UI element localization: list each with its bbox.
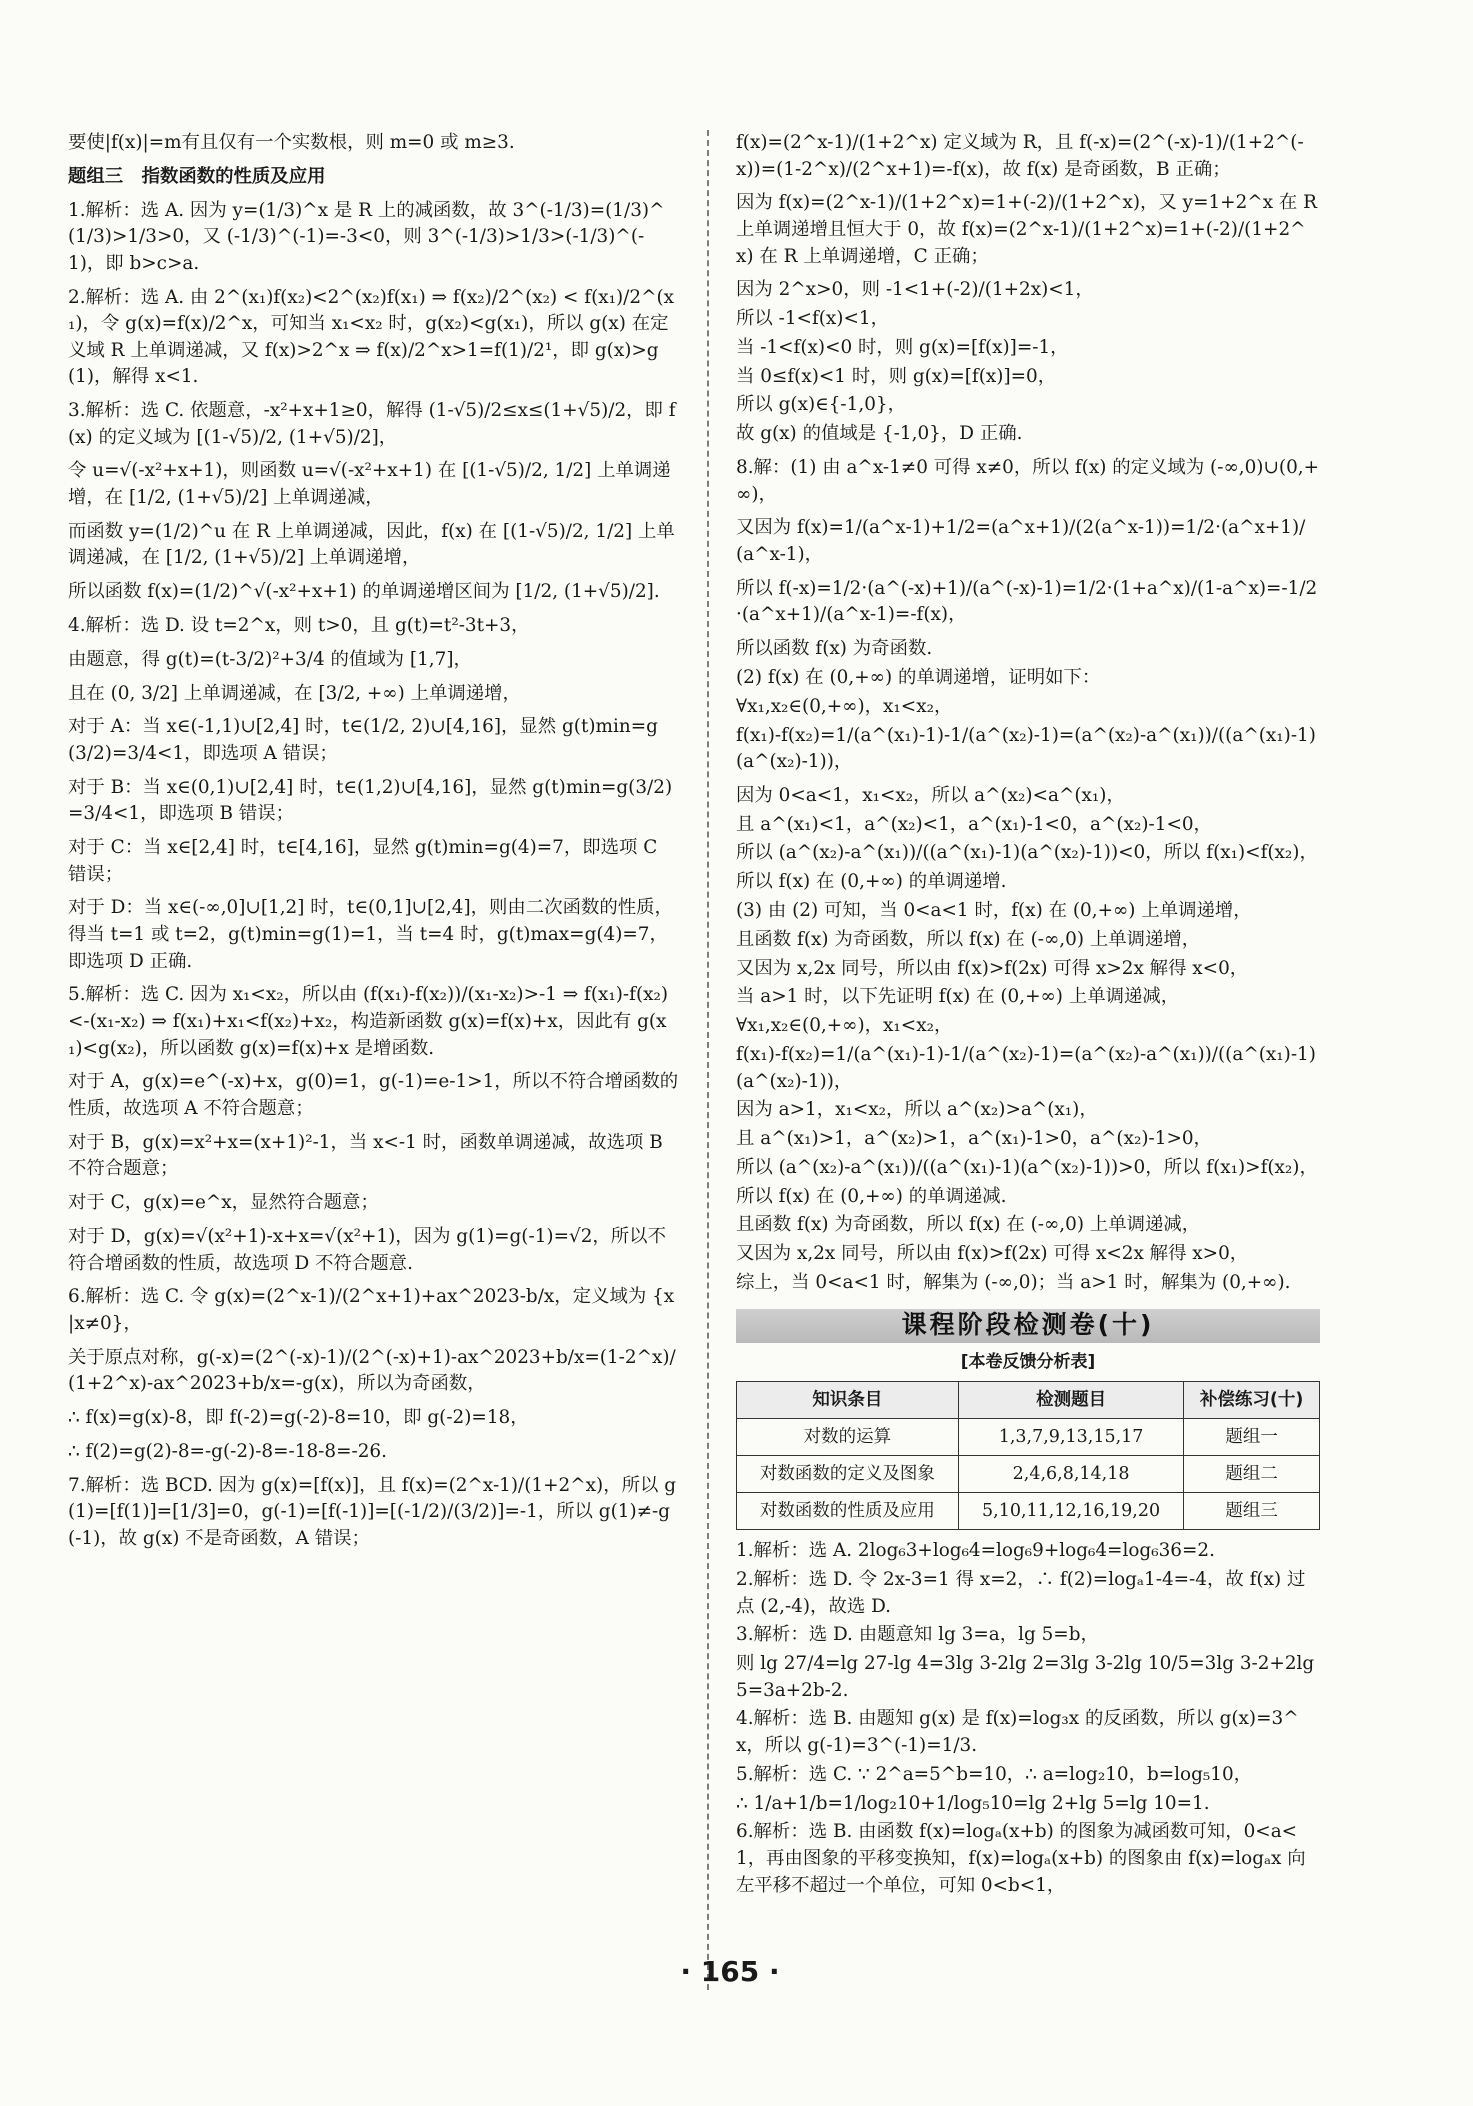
text-line: 由题意，得 g(t)=(t-3/2)²+3/4 的值域为 [1,7]， [68, 648, 472, 670]
column-header: 知识条目 [737, 1382, 959, 1419]
right-column [736, 130, 1320, 1901]
table-row [737, 1419, 1320, 1456]
table-title: [本卷反馈分析表] [960, 1351, 1096, 1372]
text-line: 对于 B：当 x∈(0,1)∪[2,4] 时，t∈(1,2)∪[4,16]，显然 g(t)min=g(3/2)=3/4<1，即选项 B 错误； [68, 776, 673, 825]
text-line: 要使|f(x)|=m有且仅有一个实数根，则 m=0 或 m≥3. [68, 132, 515, 153]
text-line: 因为 f(x)=(2^x-1)/(1+2^x)=1+(-2)/(1+2^x)，又 y=1+2^x 在 R 上单调递增且恒大于 0，故 f(x)=(2^x-1)/(1+2^x)=1+(-2)/(1+2^x) 在 R 上单调递增，C 正确； [736, 192, 1317, 267]
text-line: f(x₁)-f(x₂)=1/(a^(x₁)-1)-1/(a^(x₂)-1)=(a^(x₂)-a^(x₁))/((a^(x₁)-1)(a^(x₂)-1))， [736, 1043, 1316, 1092]
text-line: 6.解析：选 B. 由函数 f(x)=logₐ(x+b) 的图象为减函数可知，0<a<1，再由图象的平移变换知，f(x)=logₐ(x+b) 的图象由 f(x)=logₐx 向左平移不超过一个单位，可知 0<b<1， [736, 1821, 1306, 1896]
text-line: 综上，当 0<a<1 时，解集为 (-∞,0)；当 a>1 时，解集为 (0,+∞). [736, 1271, 1291, 1293]
text-line: 且 a^(x₁)>1，a^(x₂)>1，a^(x₁)-1>0，a^(x₂)-1>0， [736, 1128, 1212, 1150]
text-line: ∀x₁,x₂∈(0,+∞)，x₁<x₂， [736, 695, 953, 717]
table-cell: 题组二 [1184, 1456, 1320, 1493]
text-line: 对于 D：当 x∈(-∞,0]∪[1,2] 时，t∈(0,1]∪[2,4]，则由二次函数的性质，得当 t=1 或 t=2，g(t)min=g(1)=1，当 t=4 时，g(t)max=g(4)=7，即选项 D 正确. [68, 897, 673, 972]
text-line: f(x)=(2^x-1)/(1+2^x) 定义域为 R，且 f(-x)=(2^(-x)-1)/(1+2^(-x))=(1-2^x)/(2^x+1)=-f(x)，故 f(x) 是奇函数，B 正确； [736, 132, 1304, 180]
text-line: 且在 (0, 3/2] 上单调递减，在 [3/2, +∞) 上单调递增， [68, 682, 521, 704]
text-line: (3) 由 (2) 可知，当 0<a<1 时，f(x) 在 (0,+∞) 上单调递增， [736, 900, 1252, 921]
text-line: 3.解析：选 C. 依题意，-x²+x+1≥0，解得 (1-√5)/2≤x≤(1+√5)/2，即 f(x) 的定义域为 [(1-√5)/2, (1+√5)/2]， [68, 400, 676, 448]
text-line: 8.解：(1) 由 a^x-1≠0 可得 x≠0，所以 f(x) 的定义域为 (-∞,0)∪(0,+∞)， [736, 457, 1320, 505]
text-line: 1.解析：选 A. 因为 y=(1/3)^x 是 R 上的减函数，故 3^(-1/3)=(1/3)^(1/3)>1/3>0，又 (-1/3)^(-1)=-3<0，则 3^(-1/3)>1/3>(-1/3)^(-1)，即 b>c>a. [68, 199, 665, 274]
text-line: 且函数 f(x) 为奇函数，所以 f(x) 在 (-∞,0) 上单调递增， [736, 928, 1201, 950]
text-line: 所以 f(-x)=1/2·(a^(-x)+1)/(a^(-x)-1)=1/2·(1+a^x)/(1-a^x)=-1/2·(a^x+1)/(a^x-1)=-f(x)， [736, 577, 1318, 626]
table-cell: 题组一 [1184, 1419, 1320, 1456]
table-cell: 2,4,6,8,14,18 [958, 1456, 1184, 1493]
table-cell: 1,3,7,9,13,15,17 [958, 1419, 1184, 1456]
text-line: 2.解析：选 A. 由 2^(x₁)f(x₂)<2^(x₂)f(x₁) ⇒ f(x₂)/2^(x₂) < f(x₁)/2^(x₁)，令 g(x)=f(x)/2^x，可知当 x₁<x₂ 时，g(x₂)<g(x₁)，所以 g(x) 在定义域 R 上单调递减，又 f(x)>2^x ⇒ f(x)/2^x>1=f(1)/2¹，即 g(x)>g(1)，解得 x<1. [68, 286, 675, 388]
table-header-row [737, 1382, 1320, 1419]
table-cell: 对数函数的定义及图象 [737, 1456, 959, 1493]
text-line: 又因为 x,2x 同号，所以由 f(x)>f(2x) 可得 x<2x 解得 x>0， [736, 1243, 1249, 1265]
text-line: 所以函数 f(x) 为奇函数. [736, 638, 933, 660]
text-line: ∴ 1/a+1/b=1/log₂10+1/log₅10=lg 2+lg 5=lg 10=1. [736, 1792, 1210, 1814]
text-line: 又因为 x,2x 同号，所以由 f(x)>f(2x) 可得 x>2x 解得 x<0， [736, 957, 1249, 979]
text-line: ∴ f(x)=g(x)-8，即 f(-2)=g(-2)-8=10，即 g(-2)=18， [68, 1407, 529, 1429]
text-line: 当 0≤f(x)<1 时，则 g(x)=[f(x)]=0， [736, 365, 1057, 387]
text-line: 所以函数 f(x)=(1/2)^√(-x²+x+1) 的单调递增区间为 [1/2, (1+√5)/2]. [68, 581, 660, 603]
column-header: 补偿练习(十) [1184, 1382, 1320, 1419]
table-row [737, 1456, 1320, 1493]
text-line: 且函数 f(x) 为奇函数，所以 f(x) 在 (-∞,0) 上单调递减， [736, 1214, 1201, 1236]
text-line: 故 g(x) 的值域是 {-1,0}，D 正确. [736, 423, 1023, 445]
text-line: 则 lg 27/4=lg 27-lg 4=3lg 3-2lg 2=3lg 3-2lg 10/5=3lg 3-2+2lg 5=3a+2b-2. [736, 1653, 1315, 1701]
text-line: 关于原点对称，g(-x)=(2^(-x)-1)/(2^(-x)+1)-ax^2023+b/x=(1-2^x)/(1+2^x)-ax^2023+b/x=-g(x)，所以为奇函数， [68, 1346, 676, 1395]
text-line: f(x₁)-f(x₂)=1/(a^(x₁)-1)-1/(a^(x₂)-1)=(a^(x₂)-a^(x₁))/((a^(x₁)-1)(a^(x₂)-1))， [736, 724, 1316, 773]
text-line: 所以 g(x)∈{-1,0}， [736, 394, 906, 416]
text-line: 4.解析：选 B. 由题知 g(x) 是 f(x)=log₃x 的反函数，所以 g(x)=3^x，所以 g(-1)=3^(-1)=1/3. [736, 1708, 1299, 1757]
text-line: 对于 C，g(x)=e^x，显然符合题意； [68, 1192, 379, 1214]
text-line: 又因为 f(x)=1/(a^x-1)+1/2=(a^x+1)/(2(a^x-1))=1/2·(a^x+1)/(a^x-1)， [736, 517, 1306, 565]
text-line: 5.解析：选 C. ∵ 2^a=5^b=10，∴ a=log₂10，b=log₅10， [736, 1763, 1253, 1785]
text-line: 当 a>1 时，以下先证明 f(x) 在 (0,+∞) 上单调递减， [736, 986, 1180, 1008]
text-line: 所以 -1<f(x)<1， [736, 308, 889, 330]
text-line: 5.解析：选 C. 因为 x₁<x₂，所以由 (f(x₁)-f(x₂))/(x₁-x₂)>-1 ⇒ f(x₁)-f(x₂)<-(x₁-x₂) ⇒ f(x₁)+x₁<f(x₂)+x₂，构造新函数 g(x)=f(x)+x，因此有 g(x₁)<g(x₂)，所以函数 g(x)=f(x)+x 是增函数. [68, 984, 669, 1059]
text-line: 对于 C：当 x∈[2,4] 时，t∈[4,16]，显然 g(t)min=g(4)=7，即选项 C 错误； [68, 837, 658, 885]
page-number: · 165 · [680, 1955, 780, 1988]
column-header: 检测题目 [958, 1382, 1184, 1419]
text-line: 对于 D，g(x)=√(x²+1)-x+x=√(x²+1)，因为 g(1)=g(-1)=√2，所以不符合增函数的性质，故选项 D 不符合题意. [68, 1225, 666, 1274]
table-cell: 对数的运算 [737, 1419, 959, 1456]
text-line: 对于 A：当 x∈(-1,1)∪[2,4] 时，t∈(1/2, 2)∪[4,16]，显然 g(t)min=g(3/2)=3/4<1，即选项 A 错误； [68, 716, 658, 764]
text-line: 令 u=√(-x²+x+1)，则函数 u=√(-x²+x+1) 在 [(1-√5)/2, 1/2] 上单调递增，在 [1/2, (1+√5)/2] 上单调递减， [68, 460, 671, 509]
text-line: 因为 0<a<1，x₁<x₂，所以 a^(x₂)<a^(x₁)， [736, 784, 1125, 806]
section-heading: 题组三 指数函数的性质及应用 [68, 165, 326, 187]
text-line: 2.解析：选 D. 令 2x-3=1 得 x=2，∴ f(2)=logₐ1-4=-4，故 f(x) 过点 (2,-4)，故选 D. [736, 1568, 1306, 1617]
text-line: 所以 (a^(x₂)-a^(x₁))/((a^(x₁)-1)(a^(x₂)-1))<0，所以 f(x₁)<f(x₂)， [736, 842, 1318, 864]
text-line: 7.解析：选 BCD. 因为 g(x)=[f(x)]，且 f(x)=(2^x-1)/(1+2^x)，所以 g(1)=[f(1)]=[1/3]=0，g(-1)=[f(-1)]=[(-1/2)/(3/2)]=-1，所以 g(1)≠-g(-1)，故 g(x) 不是奇函数，A 错误； [68, 1474, 676, 1549]
text-line: 因为 2^x>0，则 -1<1+(-2)/(1+2x)<1， [736, 279, 1094, 301]
column-divider [707, 130, 711, 1990]
text-line: 所以 (a^(x₂)-a^(x₁))/((a^(x₁)-1)(a^(x₂)-1))>0，所以 f(x₁)>f(x₂)， [736, 1156, 1318, 1178]
text-line: ∴ f(2)=g(2)-8=-g(-2)-8=-18-8=-26. [68, 1440, 387, 1462]
text-line: 因为 a>1，x₁<x₂，所以 a^(x₂)>a^(x₁)， [736, 1099, 1098, 1121]
left-column [68, 130, 680, 1560]
text-line: 所以 f(x) 在 (0,+∞) 的单调递增. [736, 871, 1007, 893]
text-line: (2) f(x) 在 (0,+∞) 的单调递增，证明如下： [736, 666, 1101, 688]
table-cell: 对数函数的性质及应用 [737, 1493, 959, 1530]
text-line: 所以 f(x) 在 (0,+∞) 的单调递减. [736, 1185, 1007, 1207]
table-row [737, 1493, 1320, 1530]
section-banner [736, 1309, 1320, 1343]
text-line: 对于 A，g(x)=e^(-x)+x，g(0)=1，g(-1)=e-1>1，所以不符合增函数的性质，故选项 A 不符合题意； [68, 1071, 679, 1119]
section-title: 课程阶段检测卷(十) [901, 1310, 1155, 1340]
text-line: 4.解析：选 D. 设 t=2^x，则 t>0，且 g(t)=t²-3t+3， [68, 615, 530, 636]
text-line: 且 a^(x₁)<1，a^(x₂)<1，a^(x₁)-1<0，a^(x₂)-1<0， [736, 813, 1212, 835]
table-cell: 5,10,11,12,16,19,20 [958, 1493, 1184, 1530]
feedback-table [736, 1381, 1320, 1530]
text-line: 当 -1<f(x)<0 时，则 g(x)=[f(x)]=-1， [736, 336, 1069, 358]
text-line: 而函数 y=(1/2)^u 在 R 上单调递减，因此，f(x) 在 [(1-√5)/2, 1/2] 上单调递减，在 [1/2, (1+√5)/2] 上单调递增， [68, 520, 675, 569]
text-line: 对于 B，g(x)=x²+x=(x+1)²-1，当 x<-1 时，函数单调递减，故选项 B 不符合题意； [68, 1131, 663, 1180]
text-line: ∀x₁,x₂∈(0,+∞)，x₁<x₂， [736, 1015, 953, 1037]
text-line: 1.解析：选 A. 2log₆3+log₆4=log₆9+log₆4=log₆36=2. [736, 1540, 1215, 1562]
table-cell: 题组三 [1184, 1493, 1320, 1530]
text-line: 6.解析：选 C. 令 g(x)=(2^x-1)/(2^x+1)+ax^2023-b/x，定义域为 {x|x≠0}， [68, 1286, 675, 1334]
text-line: 3.解析：选 D. 由题意知 lg 3=a，lg 5=b， [736, 1624, 1099, 1646]
